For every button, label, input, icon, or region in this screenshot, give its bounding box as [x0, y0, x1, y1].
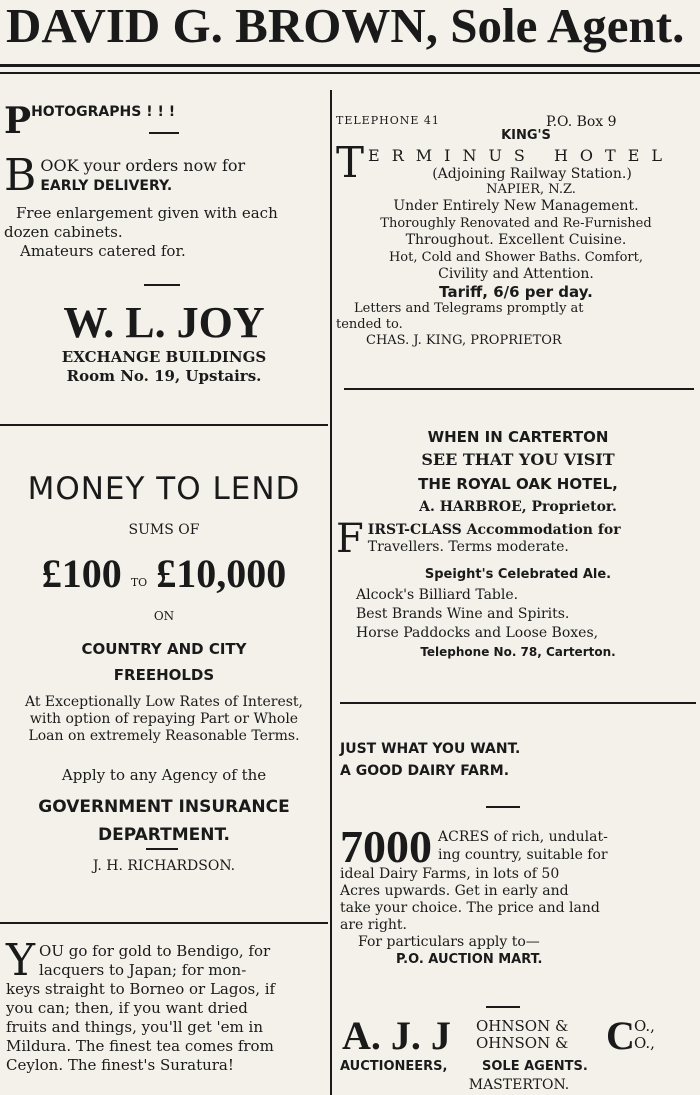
royal-oak-item-1: Alcock's Billiard Table. [356, 587, 519, 603]
masthead-rule-top [0, 64, 700, 67]
kings-letters-2: tended to. [336, 317, 403, 332]
tea-line-4: you can; then, if you want dried [6, 999, 248, 1017]
royal-oak-first-initial: F [336, 516, 364, 562]
johnson-sole-agents: SOLE AGENTS. [482, 1059, 588, 1074]
johnson-ohnson-1: OHNSON & [476, 1017, 569, 1035]
tea-line-5: fruits and things, you'll get 'em in [6, 1018, 264, 1036]
money-terms-3: Loan on extremely Reasonable Terms. [28, 728, 300, 744]
johnson-co-2: O., [634, 1034, 655, 1052]
johnson-co-1: O., [634, 1017, 655, 1035]
kings-line-1: (Adjoining Railway Station.) [432, 166, 632, 182]
dairy-farm-ad [340, 738, 696, 969]
dairy-rule [486, 806, 520, 808]
dairy-body-4: are right. [340, 917, 407, 933]
joy-address-1: EXCHANGE BUILDINGS [61, 348, 267, 366]
photographs-heading [4, 100, 324, 142]
johnson-initials: A. J. J [342, 1013, 451, 1058]
royal-oak-line-4: A. HARBROE, Proprietor. [419, 499, 617, 515]
money-country-city: COUNTRY AND CITY [81, 640, 247, 658]
kings-name: KING'S [501, 128, 551, 143]
book-block [4, 150, 324, 204]
tea-line-7: Ceylon. The finest's Suratura! [6, 1056, 234, 1074]
money-rule [146, 848, 178, 850]
photos-body-3: Amateurs catered for. [20, 242, 186, 260]
dairy-line-a: ACRES of rich, undulat- [438, 829, 608, 845]
royal-oak-line-2: SEE THAT YOU VISIT [421, 450, 615, 469]
tea-ad [6, 935, 326, 1075]
book-initial: B [4, 150, 37, 201]
royal-oak-first-line-2: Travellers. Terms moderate. [367, 539, 569, 555]
tea-line-3: keys straight to Borneo or Lagos, if [6, 980, 276, 998]
royal-oak-telephone: Telephone No. 78, Carterton. [420, 645, 616, 659]
kings-hotel-initial: T [336, 138, 365, 187]
johnson-co-big: C [606, 1013, 635, 1058]
left-rule-2 [0, 922, 328, 924]
money-title: MONEY TO LEND [27, 471, 301, 507]
johnson-auctioneers: AUCTIONEERS, [340, 1059, 448, 1074]
dairy-line-2: A GOOD DAIRY FARM. [340, 763, 510, 779]
johnson-roles [340, 1058, 698, 1076]
dairy-body-2: Acres upwards. Get in early and [340, 883, 569, 899]
dairy-mart: P.O. AUCTION MART. [396, 952, 543, 967]
money-dept-1: GOVERNMENT INSURANCE [38, 797, 290, 817]
money-amount-high: £10,000 [156, 551, 287, 596]
column-divider [330, 90, 332, 1095]
money-ad [0, 470, 328, 877]
kings-hotel-rest: ERMINUS HOTEL [368, 146, 675, 165]
royal-oak-item-2: Best Brands Wine and Spirits. [356, 606, 570, 622]
kings-top-row [336, 114, 696, 128]
photos-body-1: Free enlargement given with each [16, 204, 278, 222]
money-on: ON [153, 609, 175, 623]
money-freeholds: FREEHOLDS [113, 666, 215, 684]
dairy-acres [340, 821, 696, 872]
tea-line-1: OU go for gold to Bendigo, for [39, 942, 271, 960]
tea-initial: Y [6, 935, 36, 986]
kings-line-7: Civility and Attention. [438, 266, 594, 282]
dairy-particulars: For particulars apply to— [358, 934, 540, 950]
dairy-line-1: JUST WHAT YOU WANT. [340, 741, 521, 757]
money-sums-of: SUMS OF [128, 522, 200, 538]
kings-hotel-ad [336, 114, 696, 349]
money-terms-2: with option of repaying Part or Whole [29, 711, 299, 727]
money-amount-low: £100 [41, 551, 122, 596]
money-agent: J. H. RICHARDSON. [92, 858, 236, 874]
kings-line-3: Under Entirely New Management. [393, 198, 639, 214]
photographs-heading-text: HOTOGRAPHS ! ! ! [31, 104, 176, 120]
photos-body-2: dozen cabinets. [4, 223, 123, 241]
money-amounts [0, 550, 328, 600]
joy-name: W. L. JOY [63, 298, 265, 347]
photographs-initial: P [4, 100, 32, 142]
photos-rule-2 [144, 284, 180, 286]
masthead-rule-bottom [0, 72, 700, 74]
masthead-title: DAVID G. BROWN, Sole Agent. [6, 0, 685, 53]
book-line-2: EARLY DELIVERY. [40, 178, 173, 194]
kings-line-2: NAPIER, N.Z. [486, 182, 576, 197]
kings-line-6: Hot, Cold and Shower Baths. Comfort, [388, 250, 644, 265]
dairy-body-3: take your choice. The price and land [340, 900, 600, 916]
royal-oak-ad [336, 426, 700, 661]
money-dept-2: DEPARTMENT. [98, 825, 230, 845]
johnson-town: MASTERTON. [468, 1077, 570, 1093]
johnson-ad [340, 1013, 698, 1094]
kings-letters-1: Letters and Telegrams promptly at [354, 301, 584, 316]
kings-line-4: Thoroughly Renovated and Re-Furnished [380, 216, 652, 231]
dairy-number: 7000 [340, 821, 432, 872]
kings-proprietor: CHAS. J. KING, PROPRIETOR [366, 333, 562, 348]
left-rule-1 [0, 424, 328, 426]
photographs-ad [4, 100, 324, 385]
royal-oak-speight: Speight's Celebrated Ale. [424, 567, 612, 582]
johnson-rule [486, 1006, 520, 1008]
kings-tariff: Tariff, 6/6 per day. [439, 283, 593, 301]
money-apply: Apply to any Agency of the [61, 766, 267, 784]
kings-pobox: P.O. Box 9 [546, 114, 617, 130]
tea-line-6: Mildura. The finest tea comes from [6, 1037, 274, 1055]
royal-oak-line-1: WHEN IN CARTERTON [427, 428, 609, 446]
royal-oak-line-3: THE ROYAL OAK HOTEL, [418, 475, 618, 493]
johnson-name-row [340, 1013, 698, 1058]
johnson-ohnson-2: OHNSON & [476, 1034, 569, 1052]
royal-oak-item-3: Horse Paddocks and Loose Boxes, [356, 625, 599, 641]
photographs-rule [149, 132, 179, 134]
money-to: TO [130, 576, 148, 589]
tea-line-2: lacquers to Japan; for mon- [39, 961, 247, 979]
kings-line-5: Throughout. Excellent Cuisine. [405, 232, 627, 248]
money-terms-1: At Exceptionally Low Rates of Interest, [24, 694, 304, 710]
dairy-line-b: ing country, suitable for [438, 847, 608, 863]
dairy-body-1: ideal Dairy Farms, in lots of 50 [340, 866, 560, 882]
kings-telephone: TELEPHONE 41 [336, 114, 440, 127]
book-line-1: OOK your orders now for [40, 156, 246, 175]
royal-oak-first [336, 516, 700, 562]
joy-address-2: Room No. 19, Upstairs. [66, 367, 262, 385]
right-rule-2 [340, 702, 696, 704]
right-rule-1 [344, 388, 694, 390]
royal-oak-first-rest: IRST-CLASS Accommodation for [367, 522, 621, 538]
